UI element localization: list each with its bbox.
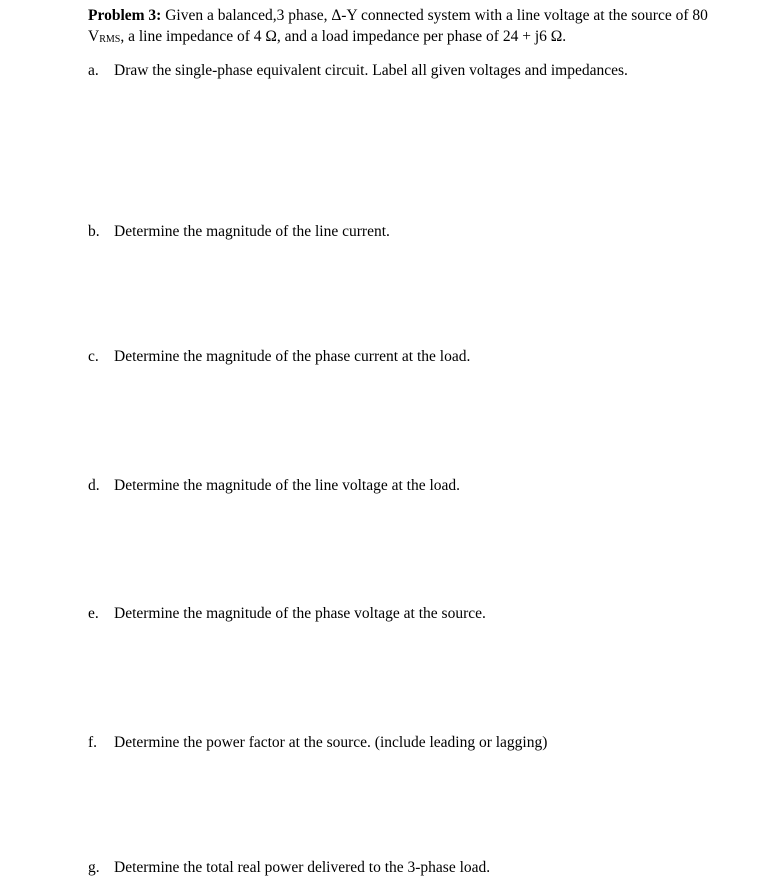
question-d bbox=[88, 476, 460, 496]
question-text: Determine the power factor at the source. (include leading or lagging) bbox=[114, 734, 548, 751]
question-marker: c. bbox=[88, 348, 99, 365]
question-text: Determine the total real power delivered to the 3-phase load. bbox=[114, 859, 491, 876]
question-marker: e. bbox=[88, 605, 99, 622]
question-g bbox=[88, 858, 490, 878]
question-marker: d. bbox=[88, 477, 100, 494]
question-text: Determine the magnitude of the phase current at the load. bbox=[114, 348, 471, 365]
question-b bbox=[88, 222, 390, 242]
question-a bbox=[88, 61, 628, 81]
problem-text-part1: Given a balanced,3 phase, Δ-Y connected system with a line voltage at the source of 80 V bbox=[88, 7, 708, 45]
problem-statement bbox=[88, 5, 743, 50]
question-marker: a. bbox=[88, 62, 99, 79]
problem-subscript: RMS bbox=[99, 34, 121, 45]
problem-text-part2: , a line impedance of 4 Ω, and a load impedance per phase of 24 + j6 Ω. bbox=[120, 28, 567, 45]
question-text: Determine the magnitude of the line current. bbox=[114, 223, 390, 240]
question-f bbox=[88, 733, 547, 753]
question-text: Draw the single-phase equivalent circuit. Label all given voltages and impedances. bbox=[114, 62, 628, 79]
question-marker: b. bbox=[88, 223, 100, 240]
question-text: Determine the magnitude of the phase voltage at the source. bbox=[114, 605, 486, 622]
question-marker: g. bbox=[88, 859, 100, 876]
question-text: Determine the magnitude of the line voltage at the load. bbox=[114, 477, 461, 494]
problem-label: Problem 3: bbox=[88, 7, 162, 24]
question-e bbox=[88, 604, 486, 624]
question-c bbox=[88, 347, 470, 367]
question-marker: f. bbox=[88, 734, 98, 751]
